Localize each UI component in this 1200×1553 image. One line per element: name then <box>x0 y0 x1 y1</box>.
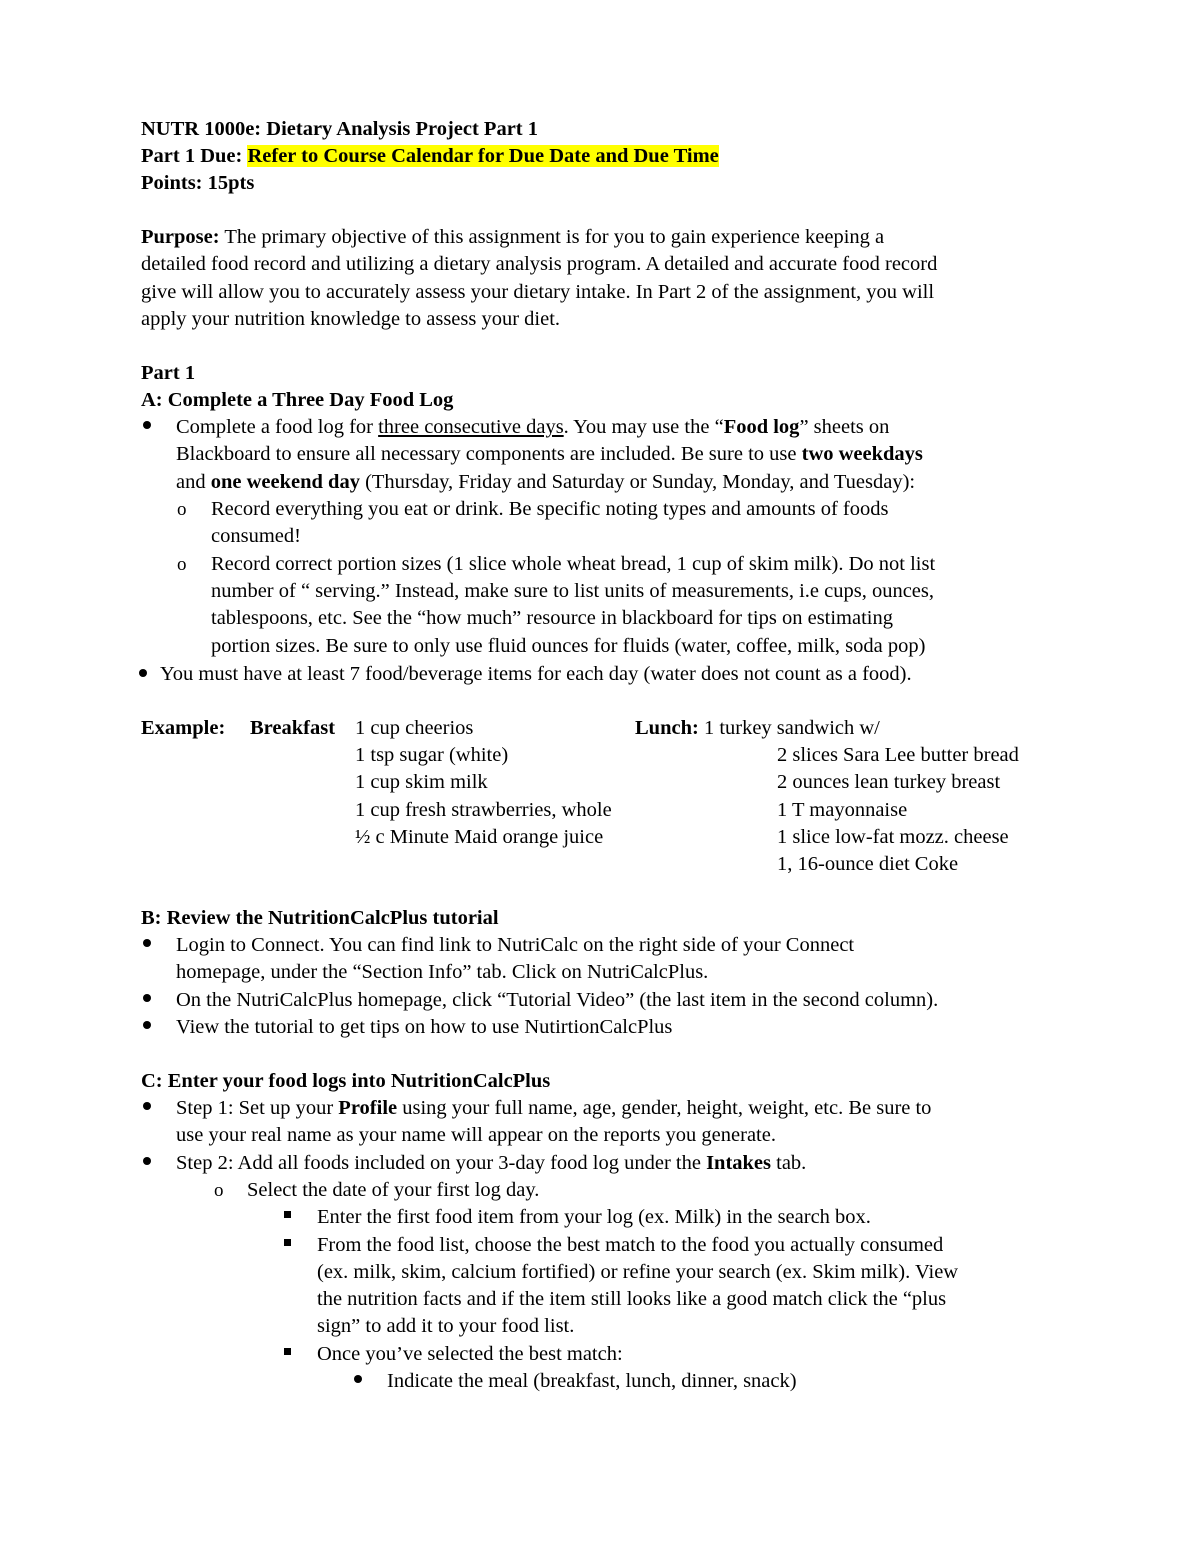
purpose-line-1: Purpose: The primary objective of this assignment is for you to gain experience keeping a <box>141 226 885 248</box>
points-line: Points: 15pts <box>141 172 255 194</box>
section-c-square2-line1: From the food list, choose the best match to the food you actually consumed <box>317 1234 944 1256</box>
section-c-heading: C: Enter your food logs into NutritionCalcPlus <box>141 1070 551 1092</box>
breakfast-item: 1 cup fresh strawberries, whole <box>355 799 612 821</box>
section-c-square3: Once you’ve selected the best match: <box>317 1343 623 1365</box>
section-c-bullet1-line2: use your real name as your name will appear on the reports you generate. <box>176 1124 776 1146</box>
due-highlight: Refer to Course Calendar for Due Date and Due Time <box>247 145 719 167</box>
purpose-line-4: apply your nutrition knowledge to assess your diet. <box>141 308 561 330</box>
section-a-bullet2: You must have at least 7 food/beverage items for each day (water does not count as a food). <box>160 663 912 685</box>
section-c-sub1: Select the date of your first log day. <box>247 1179 540 1201</box>
section-a-sub2-line4: portion sizes. Be sure to only use fluid ounces for fluids (water, coffee, milk, soda pop) <box>211 635 926 657</box>
section-a-sub2-line2: number of “ serving.” Instead, make sure to list units of measurements, i.e cups, ounces, <box>211 580 935 602</box>
section-c-square2-line3: the nutrition facts and if the item still looks like a good match click the “plus <box>317 1288 947 1310</box>
purpose-line-3: give will allow you to accurately assess your dietary intake. In Part 2 of the assignment, you will <box>141 281 935 303</box>
square-bullet-icon <box>284 1211 291 1218</box>
section-a-sub2-line1: Record correct portion sizes (1 slice whole wheat bread, 1 cup of skim milk). Do not list <box>211 553 936 575</box>
breakfast-item: 1 cup cheerios <box>355 717 474 739</box>
section-a-heading: A: Complete a Three Day Food Log <box>141 389 454 411</box>
due-line: Part 1 Due: Refer to Course Calendar for Due Date and Due Time <box>141 145 719 167</box>
section-c-square2-line2: (ex. milk, skim, calcium fortified) or refine your search (ex. Skim milk). View <box>317 1261 959 1283</box>
section-a-sub2-line3: tablespoons, etc. See the “how much” resource in blackboard for tips on estimating <box>211 607 893 629</box>
section-a-bullet1-line3: and one weekend day (Thursday, Friday and Saturday or Sunday, Monday, and Tuesday): <box>176 471 916 493</box>
purpose-line-2: detailed food record and utilizing a dietary analysis program. A detailed and accurate food record <box>141 253 938 275</box>
circle-bullet-icon: o <box>177 554 187 575</box>
section-a-bullet1-line2: Blackboard to ensure all necessary components are included. Be sure to use two weekdays <box>176 443 923 465</box>
square-bullet-icon <box>284 1348 291 1355</box>
part1-heading: Part 1 <box>141 362 196 384</box>
bullet-icon <box>143 1021 151 1029</box>
bullet-icon <box>143 939 151 947</box>
circle-bullet-icon: o <box>177 499 187 520</box>
section-a-sub1-line2: consumed! <box>211 525 301 547</box>
section-c-dot1: Indicate the meal (breakfast, lunch, dinner, snack) <box>387 1370 797 1392</box>
bullet-icon <box>143 994 151 1002</box>
section-b-bullet3: View the tutorial to get tips on how to use NutirtionCalcPlus <box>176 1016 673 1038</box>
lunch-item: 2 slices Sara Lee butter bread <box>777 744 1019 766</box>
section-b-bullet2: On the NutriCalcPlus homepage, click “Tutorial Video” (the last item in the second column). <box>176 989 939 1011</box>
breakfast-label: Breakfast <box>250 717 336 739</box>
example-label: Example: <box>141 717 226 739</box>
breakfast-item: 1 tsp sugar (white) <box>355 744 509 766</box>
section-c-square1: Enter the first food item from your log (ex. Milk) in the search box. <box>317 1206 871 1228</box>
breakfast-item: 1 cup skim milk <box>355 771 488 793</box>
section-a-bullet1-line1: Complete a food log for three consecutive days. You may use the “Food log” sheets on <box>176 416 890 438</box>
section-c-square2-line4: sign” to add it to your food list. <box>317 1315 575 1337</box>
circle-bullet-icon: o <box>214 1180 224 1201</box>
section-c-bullet1-line1: Step 1: Set up your Profile using your full name, age, gender, height, weight, etc. Be sure to <box>176 1097 932 1119</box>
lunch-item: 1 T mayonnaise <box>777 799 908 821</box>
section-b-bullet1-line2: homepage, under the “Section Info” tab. Click on NutriCalcPlus. <box>176 961 709 983</box>
lunch-line-1: Lunch: 1 turkey sandwich w/ <box>635 717 880 739</box>
lunch-item: 1 slice low-fat mozz. cheese <box>777 826 1009 848</box>
document-title: NUTR 1000e: Dietary Analysis Project Part 1 <box>141 118 539 140</box>
section-c-bullet2: Step 2: Add all foods included on your 3-day food log under the Intakes tab. <box>176 1152 807 1174</box>
bullet-icon <box>354 1375 362 1383</box>
bullet-icon <box>143 1157 151 1165</box>
section-a-sub1-line1: Record everything you eat or drink. Be specific noting types and amounts of foods <box>211 498 889 520</box>
square-bullet-icon <box>284 1239 291 1246</box>
bullet-icon <box>139 669 147 677</box>
section-b-heading: B: Review the NutritionCalcPlus tutorial <box>141 907 499 929</box>
bullet-icon <box>143 1102 151 1110</box>
bullet-icon <box>143 421 151 429</box>
lunch-item: 1, 16-ounce diet Coke <box>777 853 959 875</box>
lunch-item: 2 ounces lean turkey breast <box>777 771 1001 793</box>
section-b-bullet1-line1: Login to Connect. You can find link to NutriCalc on the right side of your Connect <box>176 934 855 956</box>
breakfast-item: ½ c Minute Maid orange juice <box>355 826 604 848</box>
